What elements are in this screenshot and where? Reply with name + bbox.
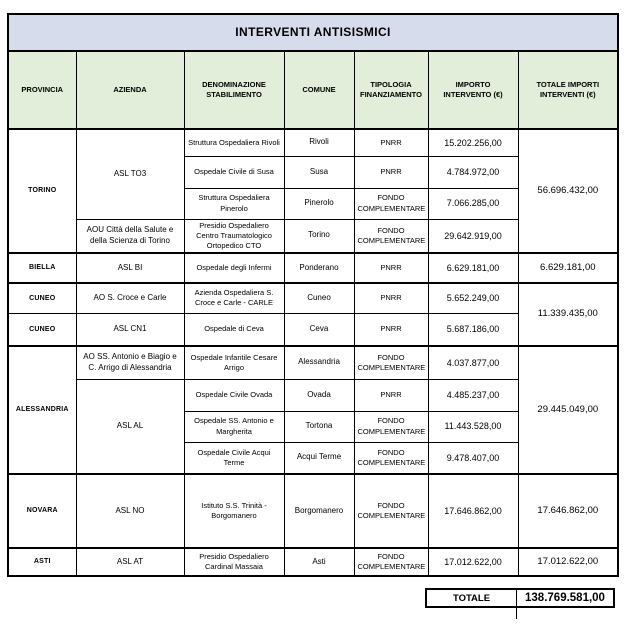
cell-importo: 4.784.972,00 xyxy=(428,156,518,188)
cell-comune: Ponderano xyxy=(284,253,354,283)
cell-tipologia: PNRR xyxy=(354,253,428,283)
cell-azienda: AOU Città della Salute e della Scienza di Torino xyxy=(76,219,184,253)
column-header-tipologia: TIPOLOGIA FINANZIAMENTO xyxy=(354,51,428,129)
cell-stabilimento: Istituto S.S. Trinità - Borgomanero xyxy=(184,474,284,548)
cell-stabilimento: Struttura Ospedaliera Rivoli xyxy=(184,129,284,156)
cell-totale-gruppo: 29.445.049,00 xyxy=(518,346,618,474)
column-header-comune: COMUNE xyxy=(284,51,354,129)
cell-totale-gruppo: 56.696.432,00 xyxy=(518,129,618,253)
column-header-azienda: AZIENDA xyxy=(76,51,184,129)
cell-azienda: ASL TO3 xyxy=(76,129,184,219)
cell-comune: Alessandria xyxy=(284,346,354,379)
cell-importo: 7.066.285,00 xyxy=(428,188,518,219)
cell-totale-gruppo: 17.012.622,00 xyxy=(518,548,618,576)
cell-tipologia: FONDO COMPLEMENTARE xyxy=(354,411,428,442)
cell-importo: 17.012.622,00 xyxy=(428,548,518,576)
cell-stabilimento: Ospedale Civile di Susa xyxy=(184,156,284,188)
cell-stabilimento: Ospedale di Ceva xyxy=(184,313,284,346)
table-title-row xyxy=(8,14,618,51)
cell-comune: Acqui Terme xyxy=(284,442,354,474)
cell-comune: Borgomanero xyxy=(284,474,354,548)
cell-stabilimento: Presidio Ospedaliero Centro Traumatologico Ortopedico CTO xyxy=(184,219,284,253)
cell-importo: 6.629.181,00 xyxy=(428,253,518,283)
cell-stabilimento: Ospedale Civile Ovada xyxy=(184,379,284,411)
cell-azienda: AO S. Croce e Carle xyxy=(76,283,184,313)
cell-azienda: ASL BI xyxy=(76,253,184,283)
table-row xyxy=(8,129,618,156)
cell-importo: 11.443.528,00 xyxy=(428,411,518,442)
cell-stabilimento: Ospedale degli Infermi xyxy=(184,253,284,283)
cell-comune: Cuneo xyxy=(284,283,354,313)
interventi-table xyxy=(7,13,619,577)
cell-stabilimento: Struttura Ospedaliera Pinerolo xyxy=(184,188,284,219)
table-row xyxy=(8,346,618,379)
column-header-provincia: PROVINCIA xyxy=(8,51,76,129)
cell-totale-gruppo: 6.629.181,00 xyxy=(518,253,618,283)
cell-azienda: ASL AT xyxy=(76,548,184,576)
column-header-importo: IMPORTO INTERVENTO (€) xyxy=(428,51,518,129)
cell-stabilimento: Ospedale Civile Acqui Terme xyxy=(184,442,284,474)
cell-stabilimento: Azienda Ospedaliera S. Croce e Carle - CARLE xyxy=(184,283,284,313)
cell-comune: Tortona xyxy=(284,411,354,442)
cell-provincia: CUNEO xyxy=(8,283,76,313)
cell-tipologia: FONDO COMPLEMENTARE xyxy=(354,442,428,474)
cell-stabilimento: Presidio Ospedaliero Cardinal Massaia xyxy=(184,548,284,576)
cell-azienda: ASL AL xyxy=(76,379,184,474)
cell-tipologia: PNRR xyxy=(354,313,428,346)
cell-importo: 15.202.256,00 xyxy=(428,129,518,156)
cell-provincia: CUNEO xyxy=(8,313,76,346)
cell-comune: Rivoli xyxy=(284,129,354,156)
footer-divider-stub xyxy=(516,608,517,619)
cell-comune: Susa xyxy=(284,156,354,188)
cell-tipologia: PNRR xyxy=(354,283,428,313)
cell-importo: 5.652.249,00 xyxy=(428,283,518,313)
table-row xyxy=(8,283,618,313)
table-row xyxy=(8,253,618,283)
grand-total-value: 138.769.581,00 xyxy=(525,592,605,604)
cell-importo: 4.485.237,00 xyxy=(428,379,518,411)
cell-importo: 5.687.186,00 xyxy=(428,313,518,346)
cell-provincia: BIELLA xyxy=(8,253,76,283)
cell-stabilimento: Ospedale SS. Antonio e Margherita xyxy=(184,411,284,442)
column-header-totale: TOTALE IMPORTI INTERVENTI (€) xyxy=(518,51,618,129)
cell-importo: 29.642.919,00 xyxy=(428,219,518,253)
column-header-stabilimento: DENOMINAZIONE STABILIMENTO xyxy=(184,51,284,129)
cell-totale-gruppo: 17.646.862,00 xyxy=(518,474,618,548)
table-row xyxy=(8,548,618,576)
cell-comune: Asti xyxy=(284,548,354,576)
cell-comune: Ovada xyxy=(284,379,354,411)
cell-comune: Torino xyxy=(284,219,354,253)
cell-tipologia: FONDO COMPLEMENTARE xyxy=(354,346,428,379)
cell-provincia: ASTI xyxy=(8,548,76,576)
cell-tipologia: PNRR xyxy=(354,156,428,188)
cell-provincia: NOVARA xyxy=(8,474,76,548)
cell-azienda: ASL NO xyxy=(76,474,184,548)
cell-tipologia: PNRR xyxy=(354,129,428,156)
page-title: INTERVENTI ANTISISMICI xyxy=(8,14,618,51)
table-row xyxy=(8,474,618,548)
cell-stabilimento: Ospedale Infantile Cesare Arrigo xyxy=(184,346,284,379)
cell-importo: 4.037.877,00 xyxy=(428,346,518,379)
cell-comune: Pinerolo xyxy=(284,188,354,219)
cell-tipologia: FONDO COMPLEMENTARE xyxy=(354,219,428,253)
cell-azienda: ASL CN1 xyxy=(76,313,184,346)
table-header-row xyxy=(8,51,618,129)
cell-importo: 9.478.407,00 xyxy=(428,442,518,474)
cell-tipologia: FONDO COMPLEMENTARE xyxy=(354,474,428,548)
cell-totale-gruppo: 11.339.435,00 xyxy=(518,283,618,346)
cell-tipologia: FONDO COMPLEMENTARE xyxy=(354,548,428,576)
cell-provincia: ALESSANDRIA xyxy=(8,346,76,474)
cell-comune: Ceva xyxy=(284,313,354,346)
cell-tipologia: PNRR xyxy=(354,379,428,411)
cell-tipologia: FONDO COMPLEMENTARE xyxy=(354,188,428,219)
cell-importo: 17.646.862,00 xyxy=(428,474,518,548)
cell-provincia: TORINO xyxy=(8,129,76,253)
cell-azienda: AO SS. Antonio e Biagio e C. Arrigo di Alessandria xyxy=(76,346,184,379)
grand-total-box xyxy=(425,588,615,608)
grand-total-label: TOTALE xyxy=(427,590,517,606)
